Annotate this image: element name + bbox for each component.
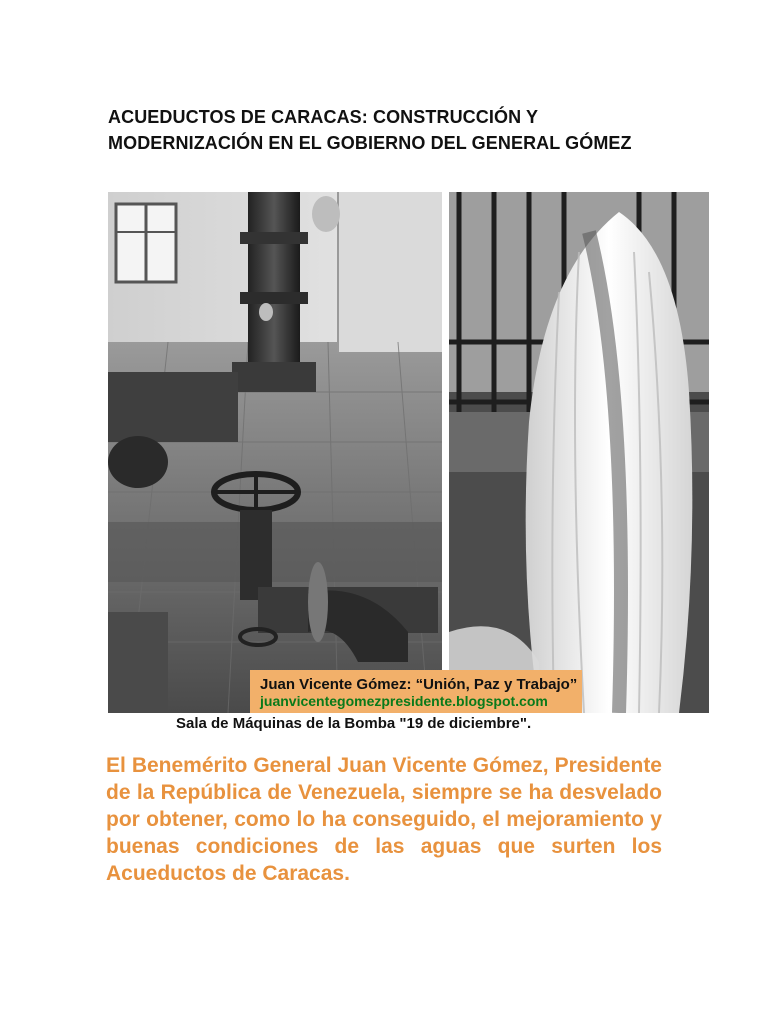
watermark-slogan: Juan Vicente Gómez: “Unión, Paz y Trabajo” [260, 676, 578, 693]
machine-room-photo [108, 192, 442, 713]
document-title: ACUEDUCTOS DE CARACAS: CONSTRUCCIÓN Y MODERNIZACIÓN EN EL GOBIERNO DEL GENERAL GÓMEZ [108, 107, 632, 153]
blog-watermark [250, 670, 582, 713]
watermark-blog-url[interactable]: juanvicentegomezpresidente.blogspot.com [260, 693, 548, 709]
body-paragraph: El Benemérito General Juan Vicente Gómez, Presidente de la República de Venezuela, siempre se ha desvelado por obtener, como lo ha conseguido, el mejoramiento y buenas condiciones de las aguas que surten los Acueductos de Caracas. [106, 754, 662, 885]
photo-caption: Sala de Máquinas de la Bomba "19 de diciembre". [176, 715, 532, 732]
photo-collage [108, 192, 709, 713]
water-jet-photo [449, 192, 709, 713]
